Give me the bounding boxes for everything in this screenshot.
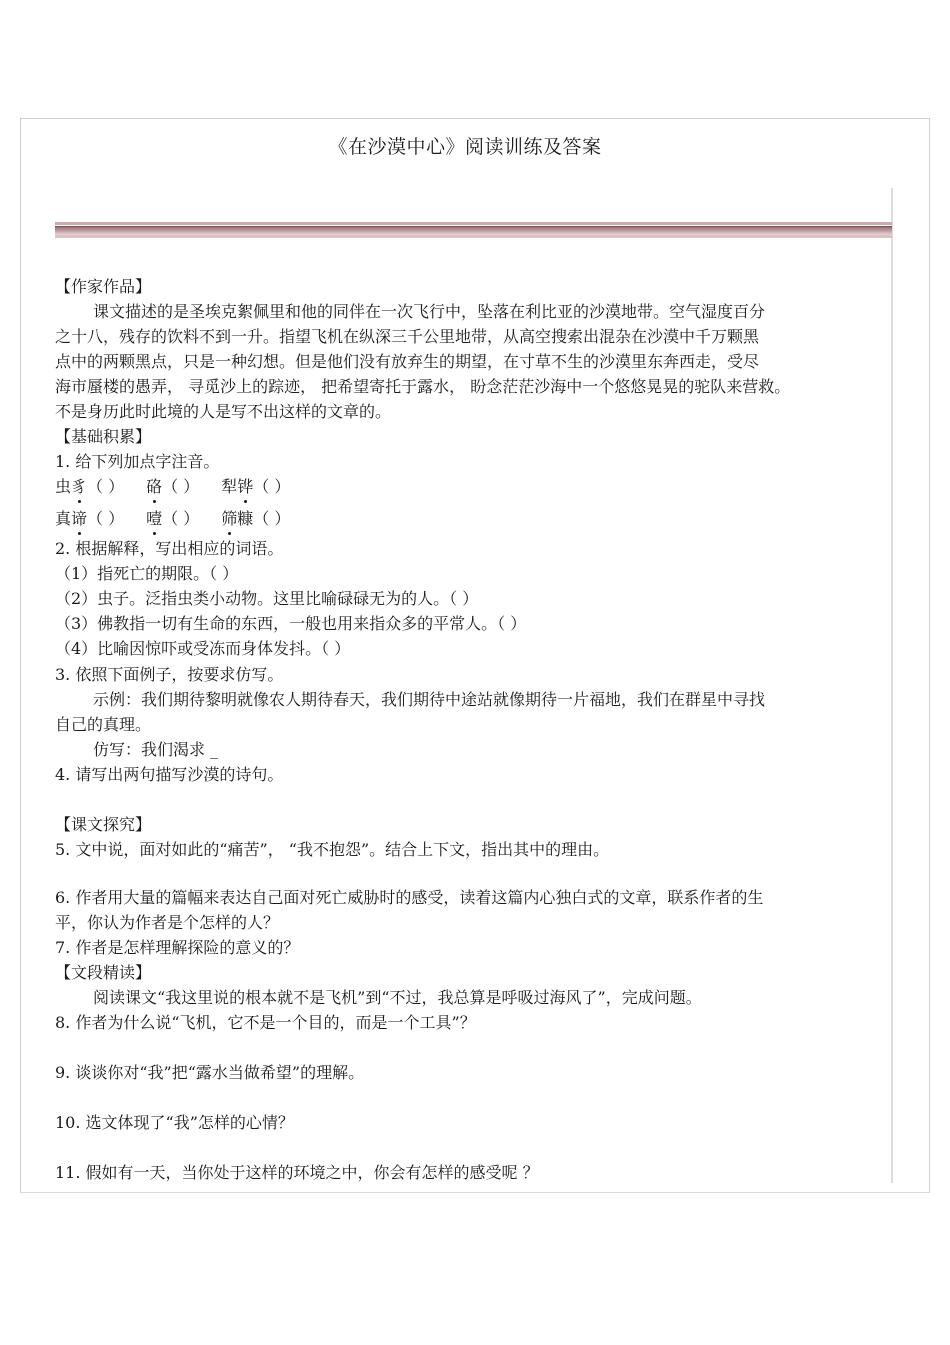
question-8: 8. 作者为什么说“飞机，它不是一个目的，而是一个工具”？ — [55, 1013, 476, 1032]
question-9: 9. 谈谈你对“我”把“露水当做希望”的理解。 — [55, 1063, 365, 1082]
section-heading-basics: 【基础积累】 — [55, 427, 152, 446]
author-paragraph-line: 海市蜃楼的愚弄， 寻觅沙上的踪迹， 把希望寄托于露水， 盼念茫茫沙海中一个悠悠晃晃的驼队来营救。 — [55, 377, 791, 396]
page-frame-left — [20, 118, 21, 1193]
author-paragraph-line: 之十八，残存的饮料不到一升。指望飞机在纵深三千公里地带，从高空搜索出混杂在沙漠中千万颗黑 — [55, 327, 760, 346]
reading-intro: 阅读课文“我这里说的根本就不是飞机”到“不过，我总算是呼吸过海风了”，完成问题。 — [93, 988, 702, 1007]
author-paragraph-line: 不是身历此时此境的人是写不出这样的文章的。 — [55, 402, 392, 421]
pinyin-row-2 — [55, 508, 290, 530]
question-2-item: （2）虫子。泛指虫类小动物。这里比喻碌碌无为的人。（ ） — [55, 589, 479, 608]
pinyin-item: 筛糠（ ） — [221, 509, 291, 528]
question-3-example: 自己的真理。 — [55, 715, 152, 734]
author-paragraph-line: 点中的两颗黑点，只是一种幻想。但是他们没有放弃生的期望，在寸草不生的沙漠里东奔西走，受尽 — [55, 352, 760, 371]
decorative-divider — [55, 222, 892, 238]
pinyin-item: 犁铧（ ） — [221, 477, 291, 496]
page-frame-inner-right — [891, 188, 893, 1183]
pinyin-item: 噎（ ） — [146, 509, 200, 528]
pinyin-row-1 — [55, 476, 290, 498]
question-10: 10. 选文体现了“我”怎样的心情？ — [55, 1113, 294, 1132]
page-frame-bottom — [20, 1192, 930, 1193]
pinyin-item: 真谛（ ） — [55, 509, 125, 528]
question-2-item: （4）比喻因惊吓或受冻而身体发抖。（ ） — [55, 639, 351, 658]
pinyin-item: 硌（ ） — [146, 477, 200, 496]
question-6: 平，你认为作者是个怎样的人？ — [55, 913, 280, 932]
question-7: 7. 作者是怎样理解探险的意义的？ — [55, 938, 300, 957]
question-3: 3. 依照下面例子，按要求仿写。 — [55, 665, 284, 684]
section-heading-author: 【作家作品】 — [55, 277, 152, 296]
question-2: 2. 根据解释，写出相应的词语。 — [55, 539, 284, 558]
question-4: 4. 请写出两句描写沙漠的诗句。 — [55, 765, 284, 784]
pinyin-item: 虫豸（ ） — [55, 477, 125, 496]
question-2-item: （3）佛教指一切有生命的东西，一般也用来指众多的平常人。（ ） — [55, 614, 527, 633]
author-paragraph-line: 课文描述的是圣埃克絮佩里和他的同伴在一次飞行中，坠落在利比亚的沙漠地带。空气湿度百分 — [93, 302, 766, 321]
section-heading-explore: 【课文探究】 — [55, 815, 152, 834]
question-3-imitate: 仿写：我们渴求 _ — [93, 740, 219, 759]
question-2-item: （1）指死亡的期限。（ ） — [55, 564, 239, 583]
section-heading-reading: 【文段精读】 — [55, 963, 152, 982]
question-6: 6. 作者用大量的篇幅来表达自己面对死亡威胁时的感受，读着这篇内心独白式的文章，联系作者的生 — [55, 888, 764, 907]
document-title: 《在沙漠中心》阅读训练及答案 — [328, 136, 602, 158]
page-frame-right — [929, 118, 930, 1193]
question-5: 5. 文中说，面对如此的“痛苦”， “我不抱怨”。结合上下文，指出其中的理由。 — [55, 840, 610, 859]
question-11: 11. 假如有一天，当你处于这样的环境之中，你会有怎样的感受呢 ？ — [55, 1163, 539, 1182]
page-frame-top — [20, 118, 930, 119]
question-1: 1. 给下列加点字注音。 — [55, 452, 220, 471]
question-3-example: 示例：我们期待黎明就像农人期待春天，我们期待中途站就像期待一片福地，我们在群星中寻找 — [93, 690, 766, 709]
